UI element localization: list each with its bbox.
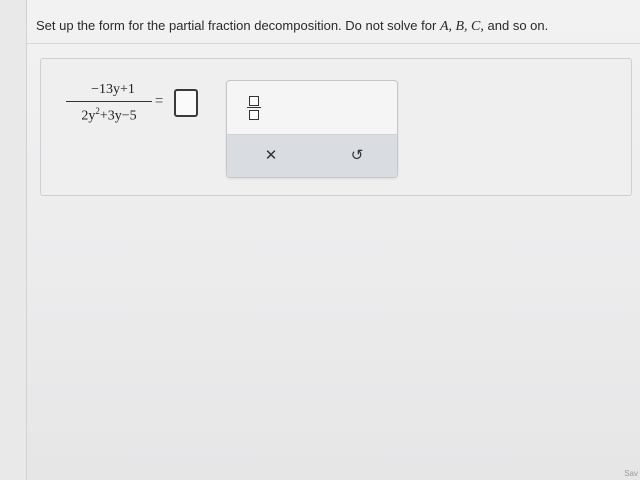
rational-expression — [66, 82, 152, 125]
palette-action-bar — [227, 134, 397, 177]
instruction-text-before: Set up the form for the partial fraction decomposition. Do not solve for — [36, 18, 437, 33]
save-button-partial[interactable]: Sav — [624, 469, 638, 478]
reset-arrow-icon[interactable]: ↺ — [350, 147, 364, 164]
fraction-template-numerator-slot — [249, 96, 259, 106]
denominator-exponent: 2 — [95, 106, 100, 116]
instruction-variables: A, B, C, — [439, 19, 484, 34]
fraction-template-denominator-slot — [249, 110, 259, 120]
denominator-base: 2y — [81, 108, 96, 124]
instruction-text — [36, 18, 626, 35]
clear-x-icon[interactable]: ✕ — [264, 147, 278, 164]
fraction-template-icon[interactable] — [247, 95, 261, 123]
math-palette — [226, 80, 398, 178]
divider — [26, 43, 640, 44]
answer-input-box[interactable] — [174, 89, 198, 117]
fraction-numerator: −13y+1 — [91, 82, 135, 97]
fraction-denominator — [66, 102, 152, 125]
equals-sign: = — [155, 92, 164, 108]
denominator-rest: +3y−5 — [99, 108, 137, 124]
instruction-text-after: and so on. — [487, 18, 549, 33]
fraction-template-bar — [247, 107, 261, 108]
